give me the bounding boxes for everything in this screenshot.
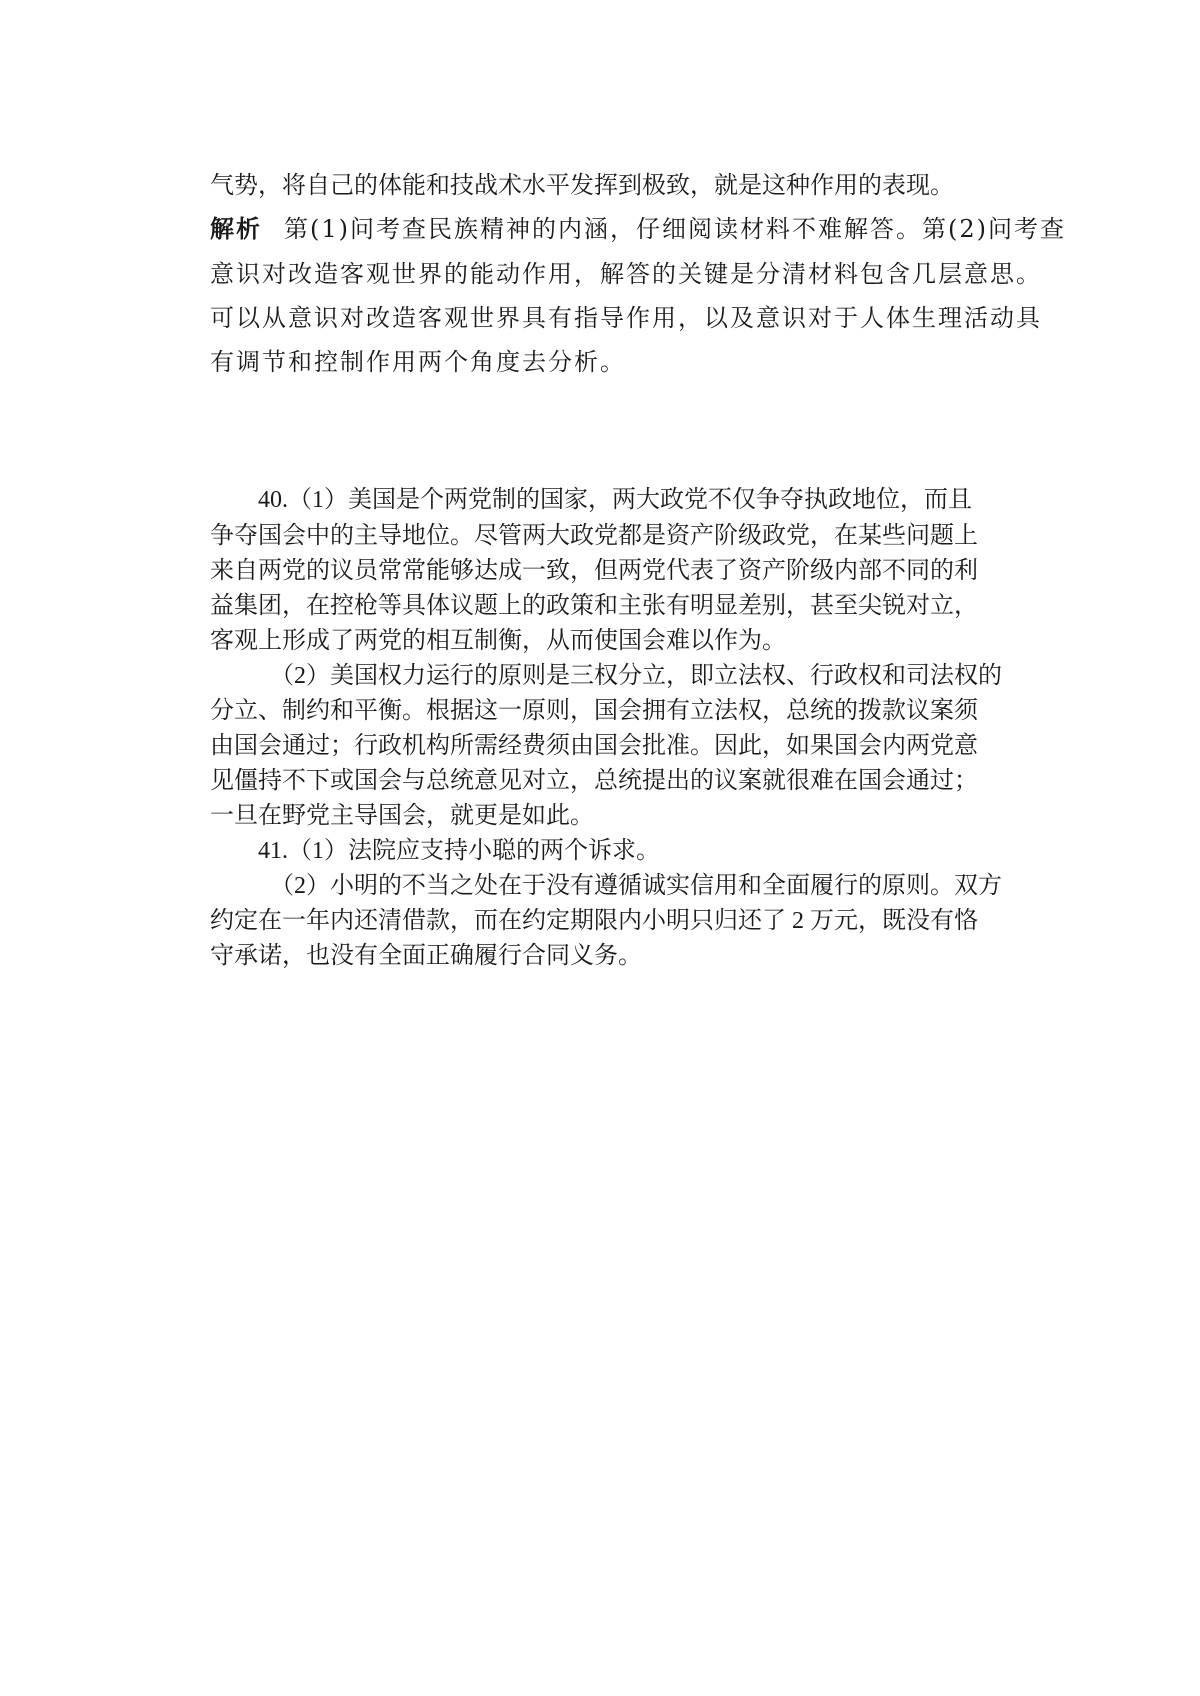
analysis-line-4: 有调节和控制作用两个角度去分析。 <box>210 348 626 376</box>
q40-part1-line-2: 争夺国会中的主导地位。尽管两大政党都是资产阶级政党，在某些问题上 <box>210 523 978 549</box>
q40-part1-line-4: 益集团，在控枪等具体议题上的政策和主张有明显差别，甚至尖锐对立， <box>210 593 978 619</box>
q41-part2-line-2: 约定在一年内还清借款，而在约定期限内小明只归还了 2 万元，既没有恪 <box>210 908 978 934</box>
q40-part2-line-1: （2）美国权力运行的原则是三权分立，即立法权、行政权和司法权的 <box>270 663 1002 689</box>
continuation-line: 气势，将自己的体能和技战术水平发挥到极致，就是这种作用的表现。 <box>210 171 954 199</box>
q40-part1-line-1: 40.（1）美国是个两党制的国家，两大政党不仅争夺执政地位，而且 <box>258 487 972 513</box>
analysis-label: 解析 <box>210 215 262 243</box>
q40-part1-line-3: 来自两党的议员常常能够达成一致，但两党代表了资产阶级内部不同的利 <box>210 558 978 584</box>
analysis-line-1 <box>210 212 1066 246</box>
q40-part1-line-5: 客观上形成了两党的相互制衡，从而使国会难以作为。 <box>210 628 786 654</box>
q40-part2-line-5: 一旦在野党主导国会，就更是如此。 <box>210 803 594 829</box>
analysis-line-3: 可以从意识对改造客观世界具有指导作用，以及意识对于人体生理活动具 <box>210 304 1042 332</box>
q41-part1-line-1: 41.（1）法院应支持小聪的两个诉求。 <box>258 838 660 864</box>
q41-part2-line-3: 守承诺，也没有全面正确履行合同义务。 <box>210 943 642 969</box>
q41-part2-line-1: （2）小明的不当之处在于没有遵循诚实信用和全面履行的原则。双方 <box>270 873 1002 899</box>
q40-part2-line-3: 由国会通过；行政机构所需经费须由国会批准。因此，如果国会内两党意 <box>210 733 978 759</box>
analysis-line-2: 意识对改造客观世界的能动作用，解答的关键是分清材料包含几层意思。 <box>210 260 1042 288</box>
analysis-text: 第(1)问考查民族精神的内涵，仔细阅读材料不难解答。第(2)问考查 <box>284 215 1066 243</box>
q40-part2-line-4: 见僵持不下或国会与总统意见对立，总统提出的议案就很难在国会通过； <box>210 768 978 794</box>
q40-part2-line-2: 分立、制约和平衡。根据这一原则，国会拥有立法权，总统的拨款议案须 <box>210 698 978 724</box>
